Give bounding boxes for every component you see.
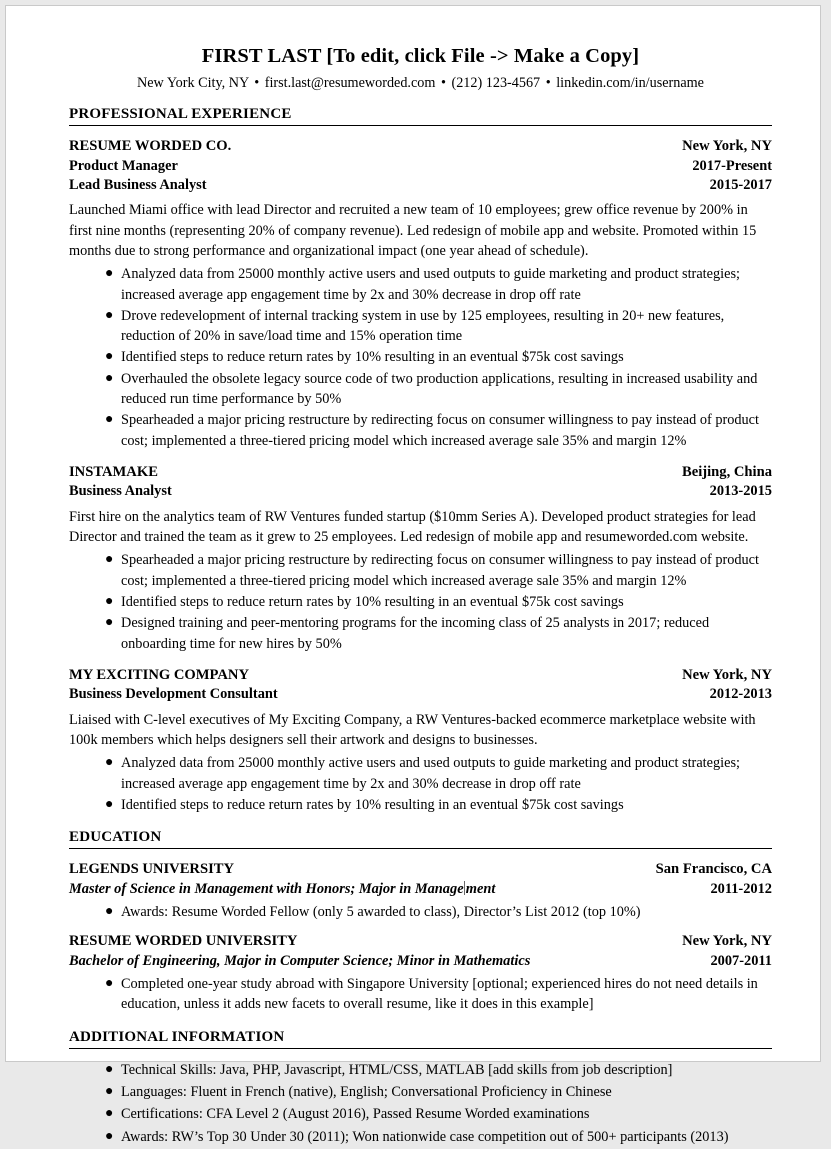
company-name: MY EXCITING COMPANY — [69, 666, 249, 683]
bullet-text: Spearheaded a major pricing restructure by redirecting focus on consumer willingness to pay instead of product cost; implemented a three-tiered pricing model which increased average sale 35% and margin 12% — [121, 552, 759, 589]
entry-role-row — [69, 482, 772, 501]
entry-header-row — [69, 666, 772, 686]
bullet-icon: ● — [105, 1084, 114, 1100]
job-dates: 2012-2013 — [709, 686, 772, 703]
bullet-icon: ● — [105, 976, 114, 992]
entry-header-row — [69, 860, 772, 880]
bullet-text: Technical Skills: Java, PHP, Javascript, HTML/CSS, MATLAB [add skills from job description] — [121, 1061, 673, 1078]
list-item — [69, 369, 772, 410]
company-location: New York, NY — [682, 666, 772, 683]
bullet-text: Spearheaded a major pricing restructure by redirecting focus on consumer willingness to pay instead of product cost; implemented a three-tiered pricing model which increased average sale 35% and margin 12% — [121, 412, 759, 449]
job-dates: 2015-2017 — [709, 177, 772, 194]
list-item — [69, 613, 772, 654]
list-item — [69, 410, 772, 451]
resume-content — [69, 44, 772, 1149]
school-name: RESUME WORDED UNIVERSITY — [69, 933, 298, 950]
bullet-text: Awards: Resume Worded Fellow (only 5 awarded to class), Director’s List 2012 (top 10%) — [121, 904, 641, 921]
degree-line: Bachelor of Engineering, Major in Computer Science; Minor in Mathematics — [69, 952, 531, 969]
bullet-icon: ● — [105, 307, 114, 323]
education-bullet-list — [69, 974, 772, 1015]
bullet-icon: ● — [105, 1128, 114, 1144]
school-dates: 2007-2011 — [710, 952, 772, 969]
entry-role-row — [69, 685, 772, 704]
section-heading-education: EDUCATION — [69, 829, 772, 849]
entry-header-row — [69, 932, 772, 952]
bullet-icon: ● — [105, 615, 114, 631]
job-summary: Launched Miami office with lead Director and recruited a new team of 10 employees; grew office revenue by 200% in first nine months (representing 20% of company revenue). Led redesign of mobile app and website. Promoted within 15 months due to strong performance and organizational impact (one year ahead of schedule). — [69, 202, 757, 259]
list-item — [69, 1104, 772, 1124]
job-title: Lead Business Analyst — [69, 177, 207, 194]
bullet-text: Completed one-year study abroad with Singapore University [optional; experienced hires do not need details in education, unless it adds new facets to overall resume, like it does in this example] — [121, 976, 758, 1013]
entry-role-row — [69, 157, 772, 176]
resume-page — [5, 5, 821, 1145]
bullet-icon: ● — [105, 370, 114, 386]
bullet-icon: ● — [105, 904, 114, 920]
contact-separator-icon: • — [440, 75, 446, 92]
section-heading-experience: PROFESSIONAL EXPERIENCE — [69, 106, 772, 126]
bullet-text: Analyzed data from 25000 monthly active users and used outputs to guide marketing and product strategies; increased average app engagement time by 2x and 30% decrease in drop off rate — [121, 266, 740, 303]
section-education — [69, 829, 772, 1015]
school-name: LEGENDS UNIVERSITY — [69, 861, 235, 878]
entry-header-row — [69, 137, 772, 157]
bullet-icon: ● — [105, 349, 114, 365]
job-bullet-list — [69, 753, 772, 815]
contact-separator-icon: • — [545, 75, 551, 92]
bullet-icon: ● — [105, 796, 114, 812]
company-location: New York, NY — [682, 138, 772, 155]
list-item — [69, 974, 772, 1015]
job-bullet-list — [69, 264, 772, 451]
bullet-icon: ● — [105, 1106, 114, 1122]
list-item — [69, 347, 772, 367]
degree-text-after-caret: ment — [465, 880, 496, 897]
bullet-text: Awards: RW’s Top 30 Under 30 (2011); Won nationwide case competition out of 500+ participants (2013) — [121, 1128, 729, 1145]
list-item — [69, 592, 772, 612]
section-professional-experience — [69, 106, 772, 815]
education-bullet-list — [69, 902, 772, 922]
bullet-text: Identified steps to reduce return rates by 10% resulting in an eventual $75k cost savings — [121, 593, 624, 610]
entry-role-row — [69, 176, 772, 195]
company-name: INSTAMAKE — [69, 463, 158, 480]
education-entry — [69, 860, 772, 922]
bullet-icon: ● — [105, 552, 114, 568]
job-dates: 2013-2015 — [709, 483, 772, 500]
bullet-text: Certifications: CFA Level 2 (August 2016), Passed Resume Worded examinations — [121, 1106, 590, 1123]
job-title: Business Analyst — [69, 483, 172, 500]
school-dates: 2011-2012 — [710, 880, 772, 897]
experience-entry — [69, 666, 772, 815]
contact-line — [69, 75, 772, 92]
contact-phone: (212) 123-4567 — [451, 75, 541, 92]
bullet-icon: ● — [105, 412, 114, 428]
company-location: Beijing, China — [681, 463, 772, 480]
experience-entry — [69, 463, 772, 654]
experience-entry — [69, 137, 772, 451]
entry-header-row — [69, 463, 772, 483]
contact-email[interactable]: first.last@resumeworded.com — [264, 75, 436, 92]
bullet-text: Identified steps to reduce return rates by 10% resulting in an eventual $75k cost savings — [121, 796, 624, 813]
contact-linkedin[interactable]: linkedin.com/in/username — [556, 75, 704, 92]
list-item — [69, 753, 772, 794]
list-item — [69, 1082, 772, 1102]
entry-degree-row — [69, 880, 772, 899]
job-title: Business Development Consultant — [69, 686, 278, 703]
section-heading-additional: ADDITIONAL INFORMATION — [69, 1029, 772, 1049]
list-item — [69, 550, 772, 591]
bullet-icon: ● — [105, 1061, 114, 1077]
bullet-icon: ● — [105, 266, 114, 282]
additional-bullet-list — [69, 1060, 772, 1147]
bullet-text: Identified steps to reduce return rates by 10% resulting in an eventual $75k cost savings — [121, 349, 624, 366]
list-item — [69, 264, 772, 305]
contact-location: New York City, NY — [137, 75, 249, 92]
company-name: RESUME WORDED CO. — [69, 138, 232, 155]
bullet-text: Analyzed data from 25000 monthly active users and used outputs to guide marketing and product strategies; increased average app engagement time by 2x and 30% decrease in drop off rate — [121, 755, 740, 792]
job-bullet-list — [69, 550, 772, 653]
bullet-text: Designed training and peer-mentoring programs for the incoming class of 25 analysts in 2017; reduced onboarding time for new hires by 50% — [121, 615, 710, 652]
contact-separator-icon: • — [254, 75, 260, 92]
bullet-icon: ● — [105, 755, 114, 771]
page-title: FIRST LAST [To edit, click File -> Make a Copy] — [201, 45, 640, 67]
bullet-text: Drove redevelopment of internal tracking system in use by 125 employees, resulting in 20+ new features, reduction of 20% in save/load time and 15% operation time — [121, 307, 725, 345]
list-item — [69, 902, 772, 922]
bullet-icon: ● — [105, 593, 114, 609]
degree-text-before-caret: Master of Science in Management with Honors; Major in Manage — [69, 880, 464, 897]
education-entry — [69, 932, 772, 1014]
job-summary: First hire on the analytics team of RW Ventures funded startup ($10mm Series A). Developed product strategies for lead Director and trained the team as it grew to 25 employees. Led redesign of mobile app and resumeworded.com website. — [69, 508, 756, 546]
job-summary: Liaised with C-level executives of My Exciting Company, a RW Ventures-backed ecommerce marketplace website with 100k members which helps designers sell their artwork and designs to businesses. — [69, 711, 756, 748]
job-dates: 2017-Present — [692, 157, 772, 174]
bullet-text: Languages: Fluent in French (native), English; Conversational Proficiency in Chinese — [121, 1084, 612, 1101]
school-location: San Francisco, CA — [655, 861, 772, 878]
job-title: Product Manager — [69, 157, 178, 174]
degree-line[interactable] — [69, 880, 495, 899]
entry-degree-row — [69, 952, 772, 971]
section-additional-information — [69, 1029, 772, 1147]
list-item — [69, 306, 772, 347]
list-item — [69, 1127, 772, 1147]
list-item — [69, 1060, 772, 1080]
list-item — [69, 795, 772, 815]
bullet-text: Overhauled the obsolete legacy source code of two production applications, resulting in increased usability and reduced run time performance by 50% — [121, 370, 758, 408]
school-location: New York, NY — [682, 933, 772, 950]
